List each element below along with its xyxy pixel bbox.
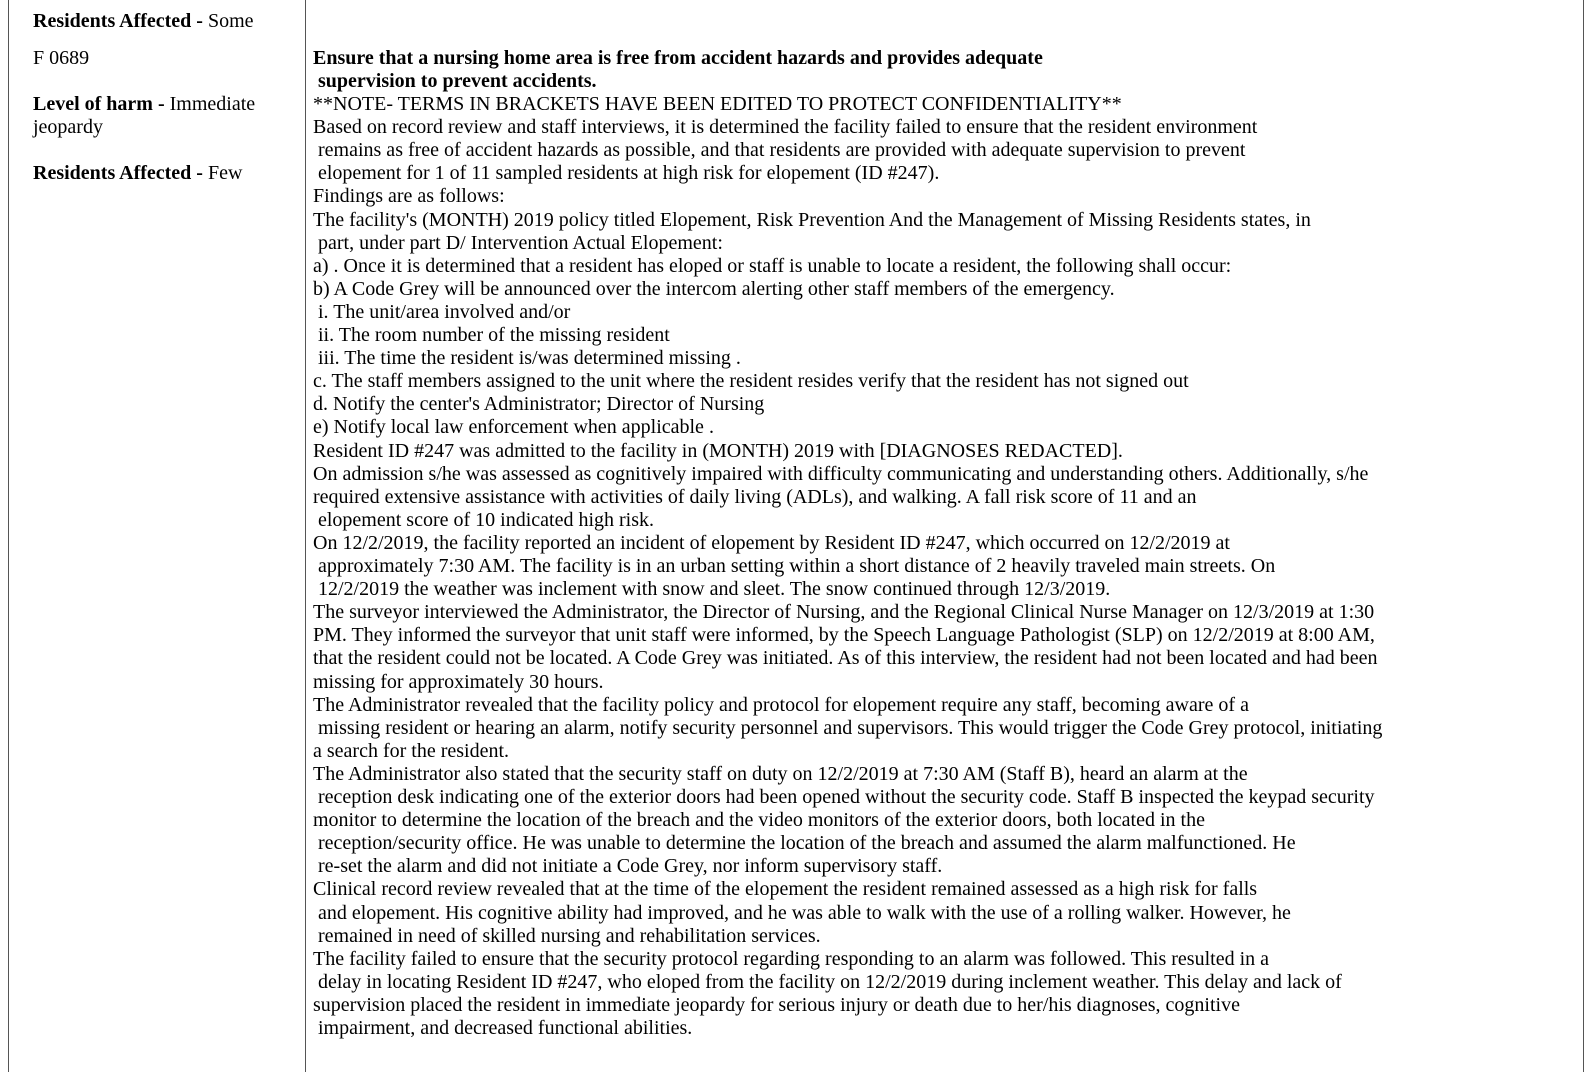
narrative-line: Resident ID #247 was admitted to the facility in (MONTH) 2019 with [DIAGNOSES REDACTED]. <box>313 440 1123 462</box>
narrative-line: approximately 7:30 AM. The facility is in an urban setting within a short distance of 2 heavily traveled main streets. On <box>313 555 1276 577</box>
narrative-line: ii. The room number of the missing resident <box>313 324 670 346</box>
narrative-line: that the resident could not be located. A Code Grey was initiated. As of this interview, the resident had not been located and had been <box>313 647 1378 669</box>
narrative-line: **NOTE- TERMS IN BRACKETS HAVE BEEN EDITED TO PROTECT CONFIDENTIALITY** <box>313 93 1122 115</box>
regulation-heading-continued: supervision to prevent accidents. <box>313 70 597 92</box>
narrative-line: re-set the alarm and did not initiate a Code Grey, nor inform supervisory staff. <box>313 855 943 877</box>
residents-affected-some <box>33 10 254 33</box>
narrative-line: Clinical record review revealed that at the time of the elopement the resident remained assessed as a high risk for falls <box>313 878 1258 900</box>
narrative-line: Based on record review and staff interviews, it is determined the facility failed to ensure that the resident environment <box>313 116 1258 138</box>
narrative-line: and elopement. His cognitive ability had improved, and he was able to walk with the use of a rolling walker. However, he <box>313 902 1291 924</box>
level-of-harm-value: Immediate <box>164 93 256 115</box>
regulation-heading: Ensure that a nursing home area is free from accident hazards and provides adequate <box>313 47 1043 69</box>
narrative-line: elopement score of 10 indicated high risk. <box>313 509 655 531</box>
narrative-line: delay in locating Resident ID #247, who eloped from the facility on 12/2/2019 during inclement weather. This delay and lack of <box>313 971 1342 993</box>
narrative-line: monitor to determine the location of the breach and the video monitors of the exterior doors, both located in the <box>313 809 1205 831</box>
table-border-left <box>8 0 9 1072</box>
narrative-line: elopement for 1 of 11 sampled residents at high risk for elopement (ID #247). <box>313 162 940 184</box>
narrative-line: Findings are as follows: <box>313 185 505 207</box>
narrative-line: a) . Once it is determined that a resident has eloped or staff is unable to locate a resident, the following shall occur: <box>313 255 1232 277</box>
narrative-line: remains as free of accident hazards as possible, and that residents are provided with adequate supervision to prevent <box>313 139 1246 161</box>
narrative-line: c. The staff members assigned to the unit where the resident resides verify that the resident has not signed out <box>313 370 1189 392</box>
narrative-line: supervision placed the resident in immediate jeopardy for serious injury or death due to her/his diagnoses, cognitive <box>313 994 1240 1016</box>
narrative-line: a search for the resident. <box>313 740 510 762</box>
narrative-line: The surveyor interviewed the Administrator, the Director of Nursing, and the Regional Clinical Nurse Manager on 12/3/2019 at 1:30 <box>313 601 1375 623</box>
residents-affected-value: Few <box>202 162 243 184</box>
narrative-line: The Administrator also stated that the security staff on duty on 12/2/2019 at 7:30 AM (Staff B), heard an alarm at the <box>313 763 1248 785</box>
narrative-line: e) Notify local law enforcement when applicable . <box>313 416 714 438</box>
level-of-harm-value-continued: jeopardy <box>33 116 103 138</box>
narrative-line: missing for approximately 30 hours. <box>313 671 604 693</box>
narrative-line: remained in need of skilled nursing and rehabilitation services. <box>313 925 821 947</box>
narrative-line: iii. The time the resident is/was determined missing . <box>313 347 741 369</box>
narrative-line: missing resident or hearing an alarm, notify security personnel and supervisors. This would trigger the Code Grey protocol, initiating <box>313 717 1383 739</box>
table-border-right <box>1583 0 1584 1072</box>
narrative-line: The facility failed to ensure that the security protocol regarding responding to an alarm was followed. This resulted in a <box>313 948 1270 970</box>
narrative-line: reception desk indicating one of the exterior doors had been opened without the security code. Staff B inspected the keypad security <box>313 786 1375 808</box>
narrative-line: part, under part D/ Intervention Actual Elopement: <box>313 232 723 254</box>
residents-affected-label: Residents Affected - <box>33 10 203 32</box>
table-column-divider <box>305 0 306 1072</box>
narrative-line: i. The unit/area involved and/or <box>313 301 571 323</box>
level-of-harm-label: Level of harm - <box>33 93 165 115</box>
narrative-line: b) A Code Grey will be announced over the intercom alerting other staff members of the emergency. <box>313 278 1115 300</box>
level-of-harm <box>33 93 255 116</box>
narrative-line: On 12/2/2019, the facility reported an incident of elopement by Resident ID #247, which occurred on 12/2/2019 at <box>313 532 1230 554</box>
narrative-line: 12/2/2019 the weather was inclement with snow and sleet. The snow continued through 12/3/2019. <box>313 578 1111 600</box>
narrative-line: d. Notify the center's Administrator; Director of Nursing <box>313 393 765 415</box>
narrative-line: The Administrator revealed that the facility policy and protocol for elopement require any staff, becoming aware of a <box>313 694 1249 716</box>
residents-affected-label: Residents Affected - <box>33 162 203 184</box>
residents-affected-few <box>33 162 242 185</box>
narrative-line: The facility's (MONTH) 2019 policy titled Elopement, Risk Prevention And the Management of Missing Residents states, in <box>313 209 1311 231</box>
narrative-line: reception/security office. He was unable to determine the location of the breach and assumed the alarm malfunctioned. He <box>313 832 1296 854</box>
residents-affected-value: Some <box>202 10 254 32</box>
narrative-line: required extensive assistance with activities of daily living (ADLs), and walking. A fall risk score of 11 and an <box>313 486 1197 508</box>
narrative-line: PM. They informed the surveyor that unit staff were informed, by the Speech Language Pathologist (SLP) on 12/2/2019 at 8:00 AM, <box>313 624 1375 646</box>
narrative-line: On admission s/he was assessed as cognitively impaired with difficulty communicating and understanding others. Additionally, s/he <box>313 463 1369 485</box>
deficiency-tag: F 0689 <box>33 47 90 69</box>
narrative-line: impairment, and decreased functional abilities. <box>313 1017 693 1039</box>
